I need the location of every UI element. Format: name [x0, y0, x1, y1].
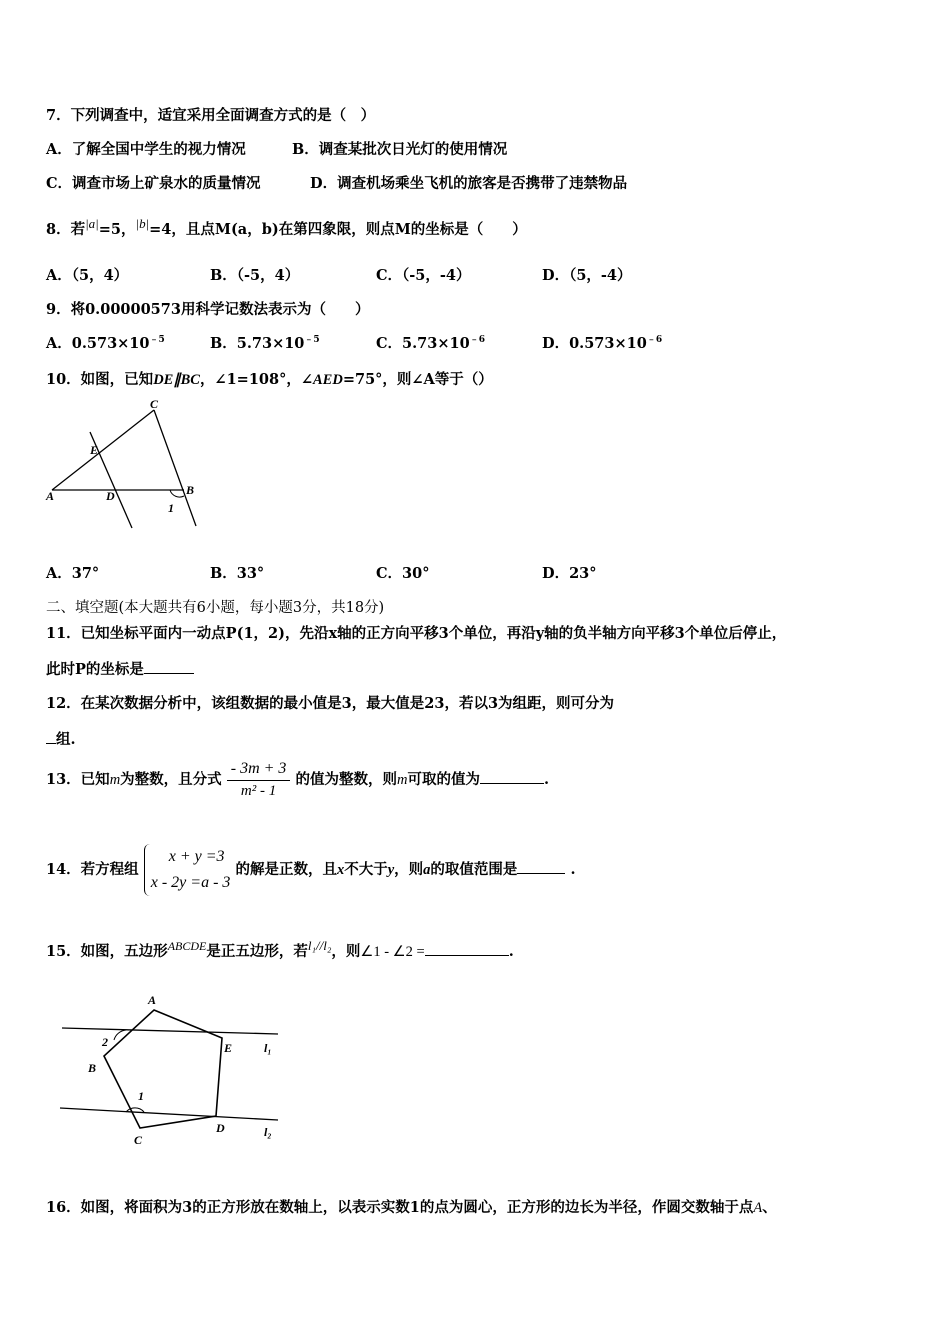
q12-line-1: 12．在某次数据分析中，该组数据的最小值是3，最大值是23，若以3为组距，则可分为	[46, 695, 615, 712]
q14-answer-blank[interactable]	[517, 859, 565, 874]
q9-option-d: D．$0.573\times 10^{﹣6}$	[542, 335, 663, 352]
q10-figure	[44, 396, 214, 536]
q15-label-e: E	[224, 1041, 233, 1055]
q10-line-ac	[52, 410, 154, 490]
q15-answer-blank[interactable]	[425, 941, 509, 956]
q15-pentagon	[104, 1010, 222, 1128]
q10-angle-arc	[170, 490, 184, 497]
q15-label-c: C	[134, 1133, 143, 1147]
q15-label-l1: l₁	[264, 1041, 272, 1055]
q14-equation-system: x + y =3 x - 2y =a - 3	[144, 844, 231, 896]
q10-label-d: D	[106, 489, 115, 503]
q15-label-b: B	[88, 1061, 97, 1075]
q10-option-d: D．23°	[542, 565, 597, 582]
q7-option-b: B．调查某批次日光灯的使用情况	[292, 141, 508, 158]
q13-answer-blank[interactable]	[480, 769, 544, 784]
q12-line-2: 组.	[46, 728, 76, 749]
q13-stem: 13．已知m为整数，且分式 $\frac{- 3m + 3}{\text{m² - 1}}$ 的值为整数，则m可取的值为 .	[46, 760, 550, 799]
q9-option-c: C．$5.73\times 10^{﹣6}$	[376, 335, 485, 352]
q15-stem: 15．如图，五边形$^{ABCDE}$是正五边形，若$^{l_1//l_2}$，则∠1 - ∠2 = .	[46, 938, 514, 960]
q8-abs-a: |a|	[85, 216, 99, 231]
q7-option-a: A．了解全国中学生的视力情况	[46, 141, 246, 158]
q10-option-b: B．33°	[210, 565, 265, 582]
q7-option-c: C．调查市场上矿泉水的质量情况	[46, 175, 261, 192]
q12-answer-blank[interactable]	[46, 729, 56, 744]
q15-figure	[56, 990, 286, 1150]
q9-option-b: B．$5.73\times 10^{﹣5}$	[210, 335, 320, 352]
q15-label-2: 2	[102, 1035, 108, 1049]
q7-option-d: D．调查机场乘坐飞机的旅客是否携带了违禁物品	[310, 175, 628, 192]
q10-option-a: A．37°	[46, 565, 100, 582]
q7-stem: 7．下列调查中，适宜采用全面调查方式的是（ ）	[46, 107, 376, 124]
q10-label-c: C	[150, 397, 159, 411]
section-2-heading: 二、填空题(本大题共有6小题，每小题3分，共18分)	[46, 600, 385, 616]
q10-stem: 10．如图，已知DE∥BC，∠1=108°，∠AED=75°，则∠A等于（）	[46, 371, 493, 388]
q10-label-1: 1	[168, 501, 174, 515]
q8-option-d: D．（5，-4）	[542, 267, 632, 284]
q16-stem: 16．如图，将面积为3的正方形放在数轴上，以表示实数1的点为圆心，正方形的边长为半径，作圆交数轴于点A、	[46, 1199, 777, 1216]
q14-stem: 14．若方程组 x + y =3 x - 2y =a - 3 的解是正数，且x不大于y，则a的取值范围是 .	[46, 844, 576, 896]
q15-line-l2	[60, 1108, 278, 1120]
q10-label-a: A	[46, 489, 55, 503]
q10-label-e: E	[90, 443, 99, 457]
q10-line-cb	[154, 410, 196, 526]
q11-line-2: 此时P的坐标是	[46, 658, 194, 679]
q8-abs-b: |b|	[135, 216, 150, 231]
q8-option-b: B．（-5，4）	[210, 267, 300, 284]
q11-answer-blank[interactable]	[144, 659, 194, 674]
q8-stem: 8．若$^{|a|}$=5，$^{|b|}$=4，且点M(a，b)在第四象限，则点M的坐标是（ ）	[46, 216, 527, 238]
q15-label-l2: l₂	[264, 1125, 272, 1139]
q15-label-d: D	[216, 1121, 225, 1135]
q9-option-a: A．$0.573\times 10^{﹣5}$	[46, 335, 165, 352]
q15-label-a: A	[148, 993, 157, 1007]
q8-option-a: A．（5，4）	[46, 267, 129, 284]
q15-label-1: 1	[138, 1089, 144, 1103]
q10-option-c: C．30°	[376, 565, 430, 582]
q11-line-1: 11．已知坐标平面内一动点P(1，2)，先沿x轴的正方向平移3个单位，再沿y轴的负半轴方向平移3个单位后停止，	[46, 625, 787, 642]
q15-line-l1	[62, 1028, 278, 1034]
q13-fraction: $\frac{- 3m + 3}{\text{m² - 1}}$	[227, 760, 291, 800]
q9-stem: 9．将0.00000573用科学记数法表示为（ ）	[46, 301, 370, 318]
q10-label-b: B	[186, 483, 195, 497]
q8-option-c: C．（-5，-4）	[376, 267, 471, 284]
